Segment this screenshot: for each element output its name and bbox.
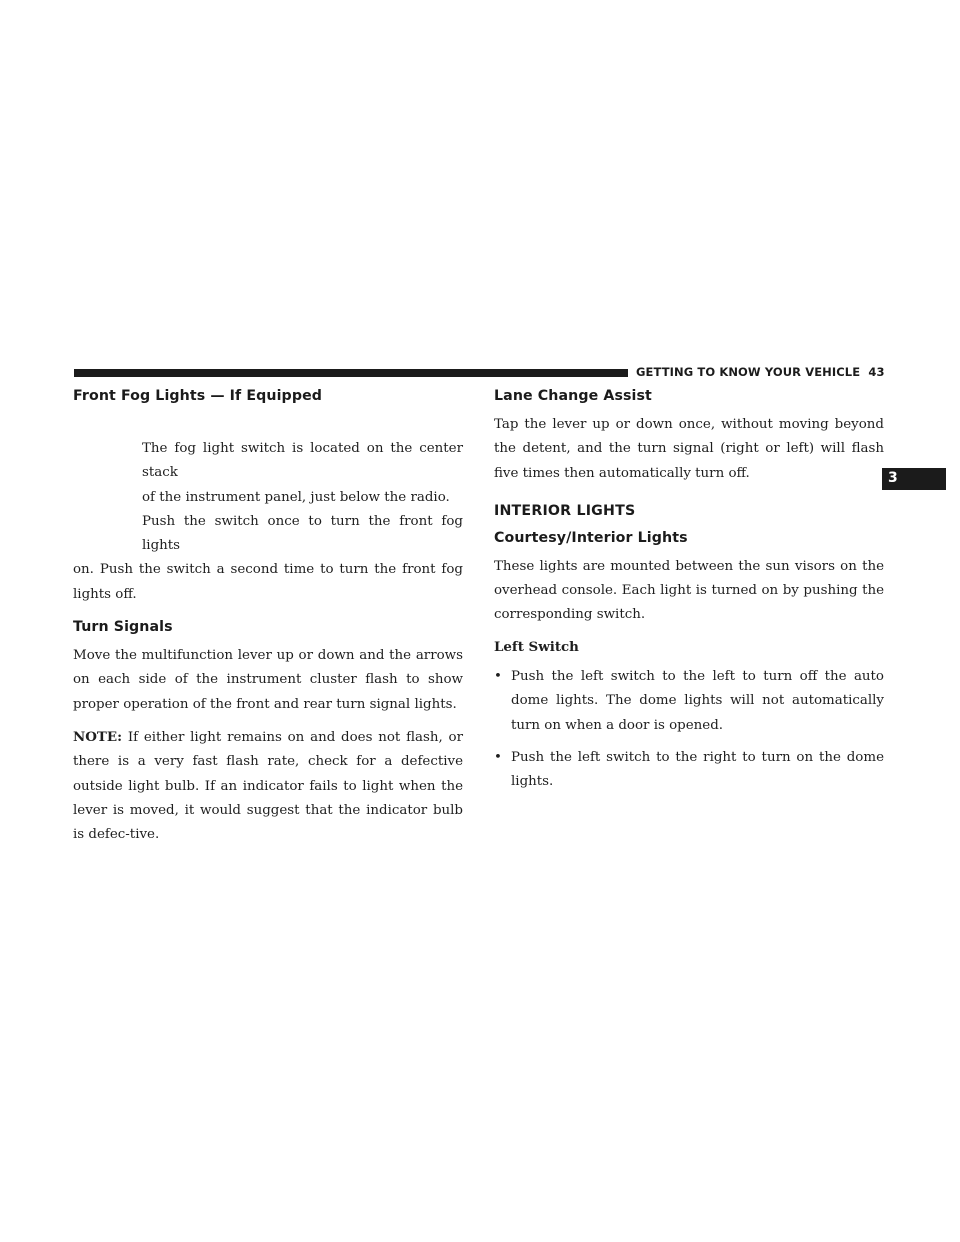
list-item-text: Push the left switch to the left to turn off the auto dome lights. The dome lights will not automatically turn on when a door is opened. — [511, 669, 884, 733]
left-column — [73, 388, 463, 847]
bullet-icon: • — [494, 669, 502, 685]
chapter-number: 3 — [888, 470, 898, 486]
page-number: 43 — [868, 365, 885, 379]
list-item — [494, 746, 884, 795]
fog-lights-text-rest: on. Push the switch a second time to turn the front fog lights off. — [73, 562, 463, 602]
interior-lights-heading: INTERIOR LIGHTS — [494, 502, 636, 519]
fog-lights-heading: Front Fog Lights — If Equipped — [73, 388, 323, 404]
bullet-icon: • — [494, 749, 502, 765]
header-rule — [74, 369, 628, 377]
note-text: If either light remains on and does not flash, or there is a very fast flash rate, check for a defective outside light bulb. If an indicator fails to light when the lever is moved, it would suggest that the indicator bulb is defec-tive. — [73, 729, 463, 843]
fog-lights-text-line3: Push the switch once to turn the front fog lights — [142, 513, 463, 554]
courtesy-lights-heading: Courtesy/Interior Lights — [494, 529, 688, 546]
right-column — [494, 388, 884, 795]
note-label: NOTE: — [73, 728, 123, 745]
list-item — [494, 665, 884, 738]
lane-change-text: Tap the lever up or down once, without moving beyond the detent, and the turn signal (right or left) will flash five times then automatically turn off. — [494, 417, 884, 481]
header-section-title: GETTING TO KNOW YOUR VEHICLE — [636, 365, 861, 379]
running-header — [636, 365, 885, 379]
lane-change-heading: Lane Change Assist — [494, 388, 652, 404]
turn-signals-heading: Turn Signals — [73, 619, 173, 636]
left-switch-label: Left Switch — [494, 638, 579, 655]
fog-lights-text-line2: of the instrument panel, just below the radio. — [142, 489, 450, 505]
list-item-text: Push the left switch to the right to turn on the dome lights. — [511, 749, 884, 790]
courtesy-lights-text: These lights are mounted between the sun visors on the overhead console. Each light is turned on by pushing the corresponding switch. — [494, 558, 884, 623]
chapter-tab — [882, 468, 946, 490]
note-paragraph — [73, 725, 463, 847]
turn-signals-text: Move the multifunction lever up or down and the arrows on each side of the instrument cluster flash to show proper operation of the front and rear turn signal lights. — [73, 648, 463, 712]
fog-lights-text-line1: The fog light switch is located on the center stack — [142, 441, 463, 481]
